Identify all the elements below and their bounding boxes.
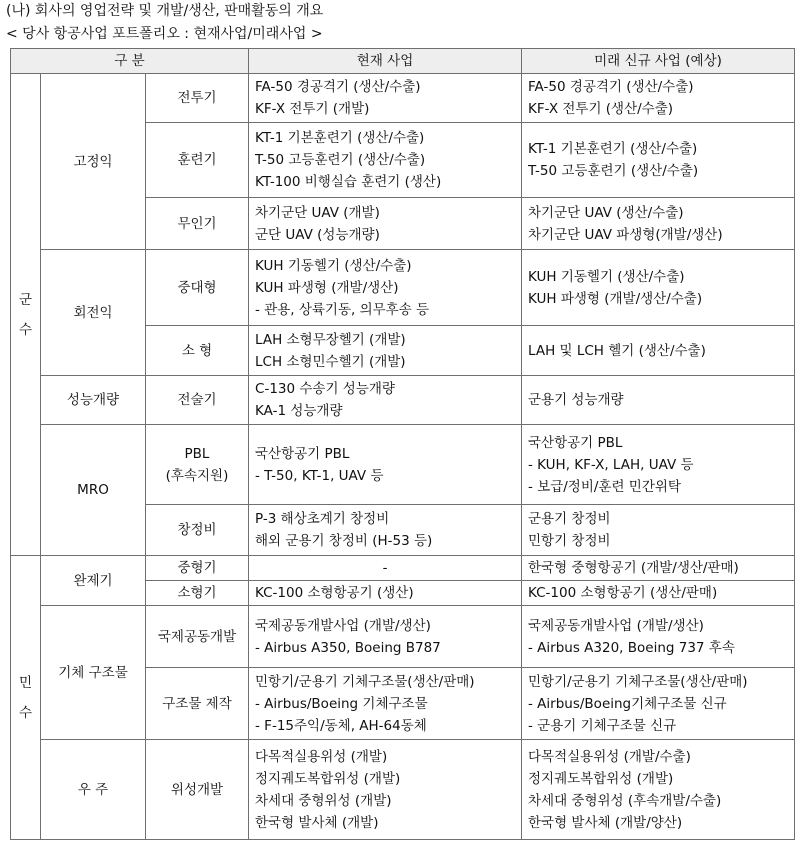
cell-line: 차기군단 UAV (개발) [255, 204, 380, 221]
cell-line: 수 [18, 321, 33, 338]
cell-line: KA-1 성능개량 [255, 403, 343, 419]
cell-line: KUH 파생형 (개발/생산) [255, 279, 399, 296]
item-cell [146, 198, 249, 250]
cell-line: T-50 고등훈련기 (생산/수출) [528, 163, 699, 179]
portfolio-table [10, 48, 795, 840]
subgroup-mro: MRO [41, 425, 146, 556]
current-cell [249, 74, 522, 123]
item-cell [146, 581, 249, 606]
cell-line: 차세대 중형위성 (후속개발/수출) [528, 792, 722, 809]
cell-line: KC-100 소형항공기 (생산/판매) [528, 585, 718, 601]
subgroup-fixed-wing: 고정익 [41, 74, 146, 250]
header-category: 구 분 [11, 49, 249, 74]
cell-line: KT-100 비행실습 훈련기 (생산) [255, 174, 442, 190]
header-future: 미래 신규 사업 (예상) [522, 49, 795, 74]
cell-line: LAH 및 LCH 헬기 (생산/수출) [528, 342, 706, 359]
current-cell [249, 198, 522, 250]
current-cell [249, 425, 522, 505]
cell-line: 다목적실용위성 (개발) [255, 748, 388, 765]
subgroup-aerostructure: 기체 구조물 [41, 606, 146, 740]
cell-line: FA-50 경공격기 (생산/수출) [255, 79, 421, 95]
cell-line: 군용기 성능개량 [528, 392, 624, 408]
cell-line: (후속지원) [165, 467, 229, 484]
cell-line: 민항기 창정비 [528, 533, 611, 549]
future-cell [522, 668, 795, 740]
cell-line: LCH 소형민수헬기 (개발) [255, 353, 406, 370]
cell-line: T-50 고등훈련기 (생산/수출) [255, 152, 426, 168]
cell-line: 수 [18, 704, 33, 721]
item-cell [146, 376, 249, 425]
cell-line: 구조물 제작 [162, 695, 232, 712]
current-cell [249, 606, 522, 668]
cell-line: KUH 기동헬기 (생산/수출) [528, 268, 685, 285]
cell-line: 소형기 [177, 585, 217, 601]
cell-line: KUH 기동헬기 (생산/수출) [255, 257, 412, 274]
subgroup-complete-aircraft: 완제기 [41, 556, 146, 606]
cell-line: 국제공동개발사업 (개발/생산) [528, 617, 704, 634]
cell-line: 국제공동개발 [157, 628, 237, 645]
cell-line: 정지궤도복합위성 (개발) [528, 770, 674, 787]
cell-line: KUH 파생형 (개발/생산/수출) [528, 290, 703, 307]
cell-line: 전투기 [177, 90, 217, 106]
cell-line: C-130 수송기 성능개량 [255, 381, 395, 397]
cell-line: 무인기 [177, 215, 217, 232]
future-cell [522, 606, 795, 668]
current-cell [249, 250, 522, 326]
future-cell [522, 376, 795, 425]
cell-line: - Airbus A320, Boeing 737 후속 [528, 639, 735, 656]
current-cell [249, 740, 522, 840]
future-cell [522, 123, 795, 198]
cell-line: 국제공동개발사업 (개발/생산) [255, 617, 431, 634]
future-cell [522, 326, 795, 376]
cell-line: - 관용, 상륙기동, 의무후송 등 [255, 301, 430, 318]
header-current: 현재 사업 [249, 49, 522, 74]
current-cell [249, 581, 522, 606]
cell-line: 차세대 중형위성 (개발) [255, 792, 392, 809]
cell-line: 군용기 창정비 [528, 511, 611, 527]
future-cell [522, 250, 795, 326]
table-row [11, 425, 795, 505]
section-heading: (나) 회사의 영업전략 및 개발/생산, 판매활동의 개요 [6, 3, 324, 19]
current-cell [249, 556, 522, 581]
current-cell [249, 505, 522, 556]
cell-line: PBL [184, 445, 210, 462]
table-row [11, 606, 795, 668]
cell-line: 민 [18, 674, 33, 691]
cell-line: 군단 UAV (성능개량) [255, 226, 380, 243]
table-row [11, 556, 795, 581]
item-cell [146, 505, 249, 556]
cell-line: 차기군단 UAV 파생형(개발/생산) [528, 226, 723, 243]
item-cell [146, 668, 249, 740]
item-cell [146, 326, 249, 376]
cell-line: - 군용기 기체구조물 신규 [528, 717, 677, 734]
cell-line: KT-1 기본훈련기 (생산/수출) [255, 130, 425, 146]
item-cell [146, 74, 249, 123]
item-cell [146, 123, 249, 198]
item-cell [146, 606, 249, 668]
cell-line: 군 [18, 291, 33, 308]
cell-line: FA-50 경공격기 (생산/수출) [528, 79, 694, 95]
table-row [11, 376, 795, 425]
cell-line: 소 형 [181, 342, 213, 359]
cell-line: 중대형 [177, 279, 217, 296]
subgroup-rotary-wing: 회전익 [41, 250, 146, 376]
subgroup-space: 우 주 [41, 740, 146, 840]
cell-line: - T-50, KT-1, UAV 등 [255, 467, 384, 484]
cell-line: 민항기/군용기 기체구조물(생산/판매) [255, 673, 475, 690]
future-cell [522, 425, 795, 505]
cell-line: - KUH, KF-X, LAH, UAV 등 [528, 456, 694, 473]
current-cell [249, 376, 522, 425]
table-row [11, 740, 795, 840]
future-cell [522, 740, 795, 840]
item-cell [146, 556, 249, 581]
future-cell [522, 505, 795, 556]
cell-line: 중형기 [177, 560, 217, 576]
cell-line: 전술기 [177, 392, 217, 408]
cell-line: KF-X 전투기 (개발) [255, 101, 370, 117]
cell-line: - Airbus A350, Boeing B787 [255, 639, 441, 656]
cell-line: 해외 군용기 창정비 (H-53 등) [255, 533, 433, 549]
cell-line: 민항기/군용기 기체구조물(생산/판매) [528, 673, 748, 690]
cell-line: KC-100 소형항공기 (생산) [255, 585, 414, 601]
future-cell [522, 581, 795, 606]
table-row [11, 250, 795, 326]
cell-line: 차기군단 UAV (생산/수출) [528, 204, 684, 221]
cell-line: 정지궤도복합위성 (개발) [255, 770, 401, 787]
cell-line: - F-15주익/동체, AH-64동체 [255, 717, 427, 734]
group-military [11, 74, 41, 556]
cell-line: 국산항공기 PBL [528, 434, 623, 451]
cell-line: - [382, 560, 388, 576]
cell-line: 한국형 발사체 (개발) [255, 814, 379, 831]
table-header-row [11, 49, 795, 74]
cell-line: KT-1 기본훈련기 (생산/수출) [528, 141, 698, 157]
cell-line: 국산항공기 PBL [255, 445, 350, 462]
current-cell [249, 123, 522, 198]
subgroup-perf-improve: 성능개량 [41, 376, 146, 425]
cell-line: 한국형 중형항공기 (개발/생산/판매) [528, 560, 739, 576]
table-row [11, 74, 795, 123]
current-cell [249, 326, 522, 376]
item-cell [146, 250, 249, 326]
cell-line: KF-X 전투기 (생산/수출) [528, 101, 674, 117]
cell-line: LAH 소형무장헬기 (개발) [255, 331, 406, 348]
cell-line: 위성개발 [170, 781, 224, 798]
item-cell [146, 740, 249, 840]
cell-line: - Airbus/Boeing기체구조물 신규 [528, 695, 727, 712]
future-cell [522, 556, 795, 581]
future-cell [522, 198, 795, 250]
table-caption: < 당사 항공사업 포트폴리오 : 현재사업/미래사업 > [6, 26, 323, 42]
cell-line: 창정비 [177, 522, 217, 538]
cell-line: P-3 해상초계기 창정비 [255, 511, 390, 527]
cell-line: 한국형 발사체 (개발/양산) [528, 814, 683, 831]
future-cell [522, 74, 795, 123]
cell-line: 훈련기 [177, 152, 217, 168]
cell-line: 다목적실용위성 (개발/수출) [528, 748, 691, 765]
cell-line: - Airbus/Boeing 기체구조물 [255, 695, 428, 712]
current-cell [249, 668, 522, 740]
cell-line: - 보급/정비/훈련 민간위탁 [528, 478, 681, 495]
item-cell [146, 425, 249, 505]
group-civil [11, 556, 41, 840]
